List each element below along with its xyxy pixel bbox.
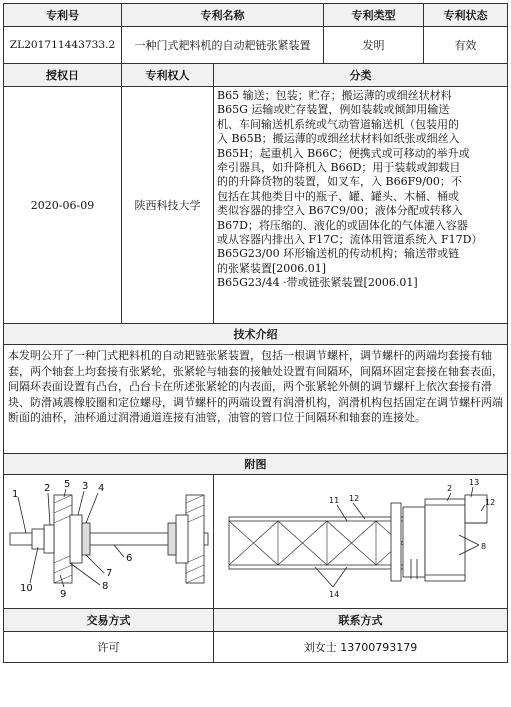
classification-line: 类似容器的排空入 B67C9/00；液体分配或转移入	[217, 204, 463, 218]
callout-label: 12	[348, 494, 359, 503]
classification-line: B65H；起重机入 B66C；便携式或可移动的举升或	[217, 146, 470, 160]
figure-left-cell	[4, 475, 214, 609]
classification-line: 的的升降货物的装置，如叉车，入 B66F9/00；不	[217, 175, 462, 189]
classification-line: B65G23/00 环形输送机的传动机构；输送带或链	[217, 247, 460, 261]
tensioner-section-drawing	[4, 475, 214, 605]
grant-date: 2020-06-09	[4, 87, 122, 324]
rake-frame-drawing	[215, 475, 507, 605]
classification-line: 入 B65B；搬运薄的或细丝状材料如纸张或细丝入	[217, 132, 460, 146]
contact-info: 刘女士 13700793179	[214, 632, 508, 663]
patent-no-header: 专利号	[4, 4, 122, 27]
figure-header: 附图	[4, 454, 508, 475]
classification-line: 包括在其他类目中的瓶子、罐、罐头、木桶、桶或	[217, 189, 459, 203]
callout-label: 3	[82, 481, 89, 492]
classification-header: 分类	[214, 64, 508, 87]
callout-label: 13	[468, 478, 479, 487]
patent-owner: 陕西科技大学	[122, 87, 214, 324]
callout-label: 2	[446, 484, 452, 493]
classification-line: B65G 运输或贮存装置，例如装载或倾卸用输送	[217, 103, 450, 117]
callout-label: 11	[328, 496, 339, 505]
patent-type: 发明	[324, 27, 424, 64]
patent-table	[3, 3, 508, 663]
classification-line: B65G23/44 ·带或链张紧装置[2006.01]	[217, 276, 418, 290]
callout-label: 12	[484, 498, 495, 507]
callout-label: 2	[44, 483, 51, 494]
owner-header: 专利权人	[122, 64, 214, 87]
callout-label: 1	[12, 489, 19, 500]
callout-label: 9	[60, 589, 67, 600]
grant-date-header: 授权日	[4, 64, 122, 87]
trade-method-header: 交易方式	[4, 609, 214, 632]
classification-line: B67D；将压缩的、液化的或固体化的气体灌入容器	[217, 218, 468, 232]
patent-type-header: 专利类型	[324, 4, 424, 27]
callout-label: 8	[480, 542, 486, 551]
classification-line: 机、车间输送机系统或气动管道输送机（包装用的	[217, 117, 459, 131]
patent-sheet	[3, 3, 507, 703]
callout-label: 8	[102, 581, 109, 592]
trade-method: 许可	[4, 632, 214, 663]
contact-header: 联系方式	[214, 609, 508, 632]
tech-intro-header: 技术介绍	[4, 324, 508, 345]
classification-text	[214, 87, 508, 324]
patent-status: 有效	[424, 27, 508, 64]
patent-status-header: 专利状态	[424, 4, 508, 27]
figure-right-cell	[214, 475, 508, 609]
patent-number: ZL201711443733.2	[4, 27, 122, 64]
classification-line: 的张紧装置[2006.01]	[217, 261, 327, 275]
callout-label: 10	[20, 583, 33, 594]
classification-line: 牵引器具，如升降机入 B66D；用于装载或卸载目	[217, 161, 461, 175]
tech-intro-text: 本发明公开了一种门式耙料机的自动耙链张紧装置，包括一根调节螺杆，调节螺杆的两端均套接有轴套，两个轴套上均套接有张紧轮，张紧轮与轴套的接触处设置有间隔环，间隔环固定套接在轴套表面，间隔环表面设置有凸台，凸台卡在所述张紧轮的内表面，两个张紧轮外侧的调节螺杆上依次套接有滑块、防滑减震橡胶圈和定位螺母，调节螺杆的两端设置有润滑机构，润滑机构包括固定在调节螺杆两端断面的油杯，油杯通过润滑通道连接有油管，油管的管口位于间隔环和轴套的连接处。	[4, 345, 508, 454]
callout-label: 6	[126, 553, 133, 564]
patent-name-header: 专利名称	[122, 4, 324, 27]
callout-label: 4	[98, 483, 105, 494]
callout-label: 7	[106, 568, 113, 579]
callout-label: 14	[328, 590, 339, 599]
classification-line: B65 输送；包装；贮存；搬运薄的或细丝状材料	[217, 89, 452, 102]
classification-line: 或从容器内排出入 F17C；流体用管道系统入 F17D）	[217, 233, 483, 247]
patent-name: 一种门式耙料机的自动耙链张紧装置	[122, 27, 324, 64]
callout-label: 5	[64, 479, 71, 490]
